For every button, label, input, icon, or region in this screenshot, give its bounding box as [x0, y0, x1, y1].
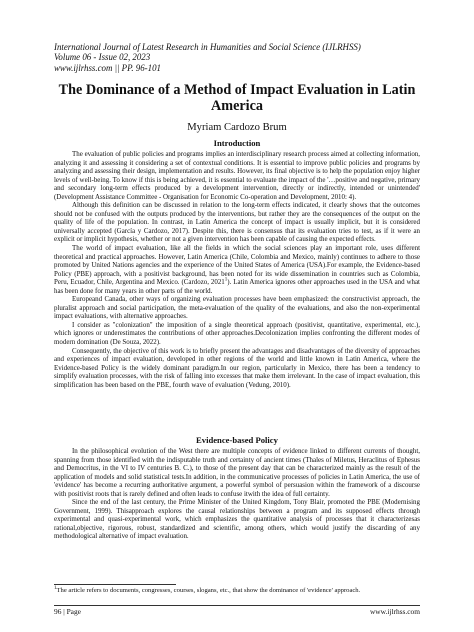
article-author: Myriam Cardozo Brum	[187, 122, 287, 133]
evidence-body	[54, 447, 420, 541]
paragraph-text: ). Latin America ignores other approaches used in the USA and what has been done for many years in other parts of the world.	[54, 278, 420, 295]
footnote-ref: 1	[224, 277, 228, 283]
article-title: The Dominance of a Method of Impact Evaluation in Latin America	[58, 82, 416, 114]
paragraph: In the philosophical evolution of the West there are multiple concepts of evidence linked to different currents of thought, spanning from those identified with the indisputable truth and certainty of ancient times (Thales of Miletus, Heraclitus of Ephesus and Democritus, in the VI to IV centuries B. C.), to those of the present day that can be characterized mainly as the result of the application of models and solid statistical tests.In addition, in the communicative processes of policies in Latin America, the use of 'evidence' has become a recurring authoritative argument, a powerful symbol of persuasion within the framework of a discourse with positivist roots that is rarely defined and often leads to confuse itwith the idea of full certainty.	[54, 447, 420, 498]
footnote-marker: 1	[54, 585, 57, 591]
evidence-heading: Evidence-based Policy	[196, 435, 278, 445]
page-number: 96 | Page	[54, 607, 81, 616]
paragraph: The evaluation of public policies and programs implies an interdisciplinary research process aimed at collecting information, analyzing it and assessing it considering a set of contextual conditions. It is essential to improve public policies and programs by analyzing and assessing their design, implementation and results. However, its final objective is to help the population enjoy higher levels of well-being. To know if this is being achieved, it is essential to evaluate the impact of the '…positive and negative, primary and secondary long-term effects produced by a development intervention, directly or indirectly, intended or unintended' (Development Assistance Committee - Organisation for Economic Co-operation and Development, 2010: 4).	[54, 150, 420, 201]
journal-volume: Volume 06 - Issue 02, 2023	[54, 52, 151, 63]
footer-divider	[54, 605, 420, 606]
footnote-text: The article refers to documents, congresses, courses, slogans, etc., that show the dominance of 'evidence' approach.	[56, 587, 361, 594]
journal-name: International Journal of Latest Research in Humanities and Social Science (IJLRHSS)	[54, 42, 361, 52]
footnote	[54, 587, 420, 595]
paragraph: I consider as "colonization" the imposition of a single theoretical approach (positivist, quantitative, experimental, etc.), which ignores or underestimates the contributions of other approaches.Decolonization implies confronting the different modes of modern domination (De Souza, 2022).	[54, 320, 420, 347]
introduction-body	[54, 150, 420, 389]
paragraph: Europeand Canada, other ways of organizing evaluation processes have been emphasized: the constructivist approach, the pluralist approach and social participation, the meta-evaluation of the quality of the evaluations, and also the non-experimental impact evaluations, with alternative approaches.	[54, 295, 420, 321]
introduction-heading: Introduction	[213, 138, 261, 148]
journal-header	[54, 42, 420, 73]
paragraph: Consequently, the objective of this work is to briefly present the advantages and disadvantages of the diversity of approaches and experiences of impact evaluation, developed in other regions of the world and little known in Latin America, where the Evidence-based Policy is the widely dominant paradigm.In our region, particularly in Mexico, there has been a tendency to simplify evaluation processes, with the risk of falling into excesses that make them irrelevant. In the case of impact evaluation, this simplification has been based on the PBE, fourth wave of evaluation (Vedung, 2010).	[54, 346, 420, 389]
paragraph	[54, 244, 420, 295]
footnote-divider	[54, 584, 176, 585]
footer-site: www.ijlrhss.com	[369, 607, 420, 616]
paragraph: Although this definition can be discussed in relation to the long-term effects indicated, it clearly shows that the outcomes should not be confused with the outputs produced by the interventions, but rather they are the consequences of the output on the quality of life of the population. In contrast, in Latin America the concept of impact is usually implicit, but it is considered universally accepted (García y Cardozo, 2017). Despite this, there is consensus that its evaluation tries to test, as if it were an explicit or implicit hypothesis, whether or not a given intervention has been capable of causing the expected effects.	[54, 201, 420, 244]
paragraph: Since the end of the last century, the Prime Minister of the United Kingdom, Tony Blair, promoted the PBE (Modernising Government, 1999). Thisapproach explores the causal relationships between a program and its supposed effects through experimental and quasi-experimental work, which emphasizes the quantitative analysis of processes that it characterizesas rational,objective, rigorous, robust, standardized and scientific, among others, which would justify the discarding of any methodological alternative of impact evaluation.	[54, 498, 420, 541]
paragraph-text: The world of impact evaluation, like all the fields in which the social sciences play an important role, uses different theoretical and practical approaches. However, Latin America (Chile, Colombia and Mexico, mainly) continues to adhere to those promoted by United Nations agencies and the experience of the United States of America (USA).For example, the Evidence-based Policy (PBE) approach, with a positivist background, has been noted for its wide dissemination in countries such as Colombia, Peru, Ecuador, Chile, Argentina and Mexico. (Cardozo, 2021	[54, 244, 420, 287]
journal-pages: www.ijlrhss.com || PP. 96-101	[54, 62, 161, 73]
